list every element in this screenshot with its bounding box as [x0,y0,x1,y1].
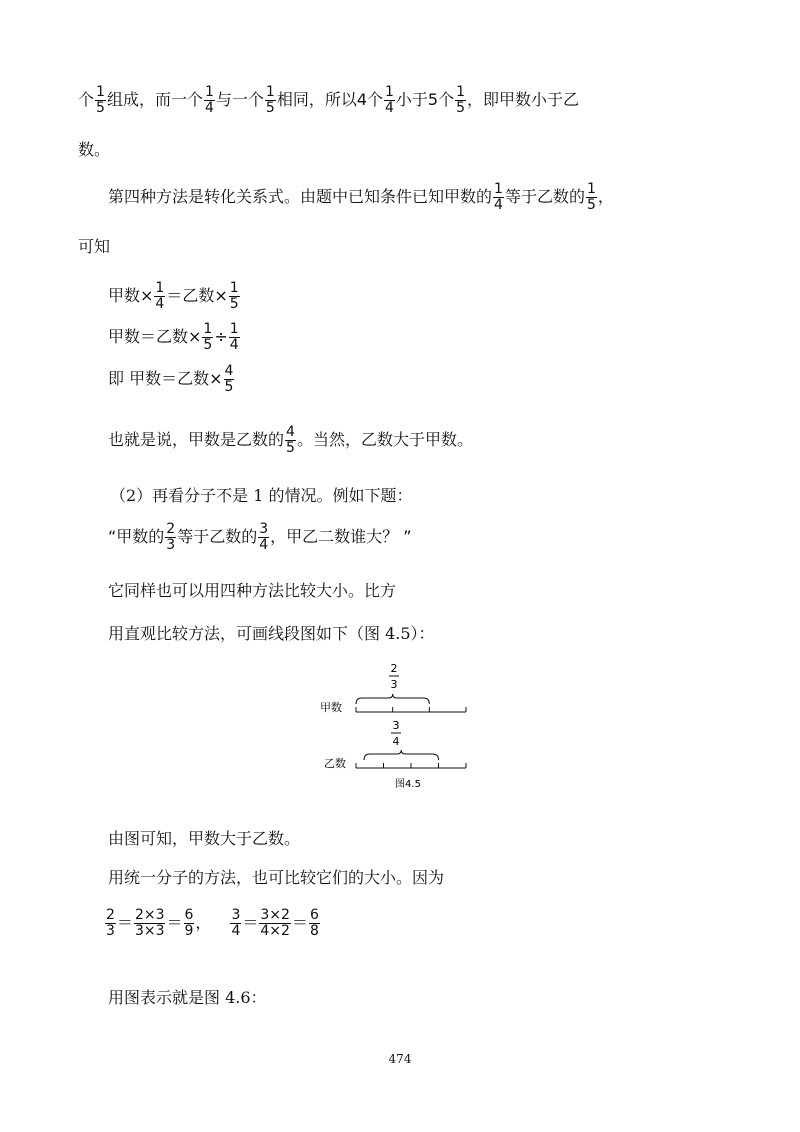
numerator: 4 [224,363,234,379]
text-line-5 [108,425,473,456]
text: 与一个 [215,90,264,109]
numerator: 3 [231,907,241,923]
denominator: 3×3 [134,923,165,939]
top-fraction-denominator: 3 [390,678,398,691]
numerator: 2 [166,521,176,537]
fraction [184,908,195,939]
equals: ＝ [291,913,308,932]
fraction [202,322,213,353]
numerator: 4 [286,424,295,440]
denominator: 4 [494,197,503,213]
text-line-10: 由图可知，甲数大于乙数。 [108,829,301,848]
text: 个 [78,90,95,109]
text-line-7 [108,522,412,553]
text: ，即甲数小于乙 [467,90,580,109]
figure-caption: 图4.5 [395,779,421,790]
fraction [105,908,116,939]
fraction [134,908,166,939]
denominator: 8 [309,923,319,939]
text-line-12: 用图表示就是图 4.6： [108,988,267,1007]
separator: ， [195,913,212,932]
bottom-fraction-numerator: 3 [392,719,400,732]
numerator: 1 [204,84,214,100]
numerator: 3×2 [260,907,290,923]
fraction [493,182,504,213]
equals: ＝ [242,913,259,932]
fraction [154,281,165,312]
equals: ＝ [116,913,133,932]
label-jia: 甲数 [320,701,342,714]
denominator: 4 [385,100,394,116]
yi-bracket [364,750,439,760]
numerator: 1 [96,84,105,100]
numerator: 2×3 [134,907,165,923]
fraction [309,908,320,939]
figure-4-5 [320,658,480,798]
denominator: 4 [155,296,165,312]
numerator: 1 [155,280,165,296]
equation-2 [108,322,241,353]
text: 第四种方法是转化关系式。由题中已知条件已知甲数的 [108,187,493,206]
fraction [285,425,296,456]
denominator: 5 [586,197,596,213]
numerator: 1 [229,321,239,337]
text: 组成，而一个 [106,90,203,109]
text: 小于5个 [395,90,455,109]
fraction [229,281,240,312]
text: 相同，所以4个 [276,90,383,109]
text-line-4: 可知 [78,237,111,256]
yi-segment-line [356,763,466,768]
denominator: 5 [286,440,295,456]
fraction [384,85,395,116]
denominator: 4 [231,923,241,939]
text: 也就是说，甲数是乙数的 [108,430,285,449]
text-line-11: 用统一分子的方法，也可比较它们的大小。因为 [108,868,445,887]
denominator: 5 [203,337,213,353]
fraction [204,85,215,116]
equation-3 [108,364,235,395]
fraction [95,85,106,116]
numerator: 1 [494,181,503,197]
numerator: 1 [265,84,275,100]
denominator: 4 [259,537,269,553]
equals: ＝ [166,913,183,932]
numerator: 3 [259,521,269,537]
text: 。当然，乙数大于甲数。 [296,430,473,449]
text-line-1 [78,85,579,116]
text-line-3 [108,182,614,213]
denominator: 5 [224,379,234,395]
numerator: 6 [184,907,194,923]
text-line-6: （2）再看分子不是 1 的情况。例如下题： [110,486,413,505]
numerator: 6 [309,907,319,923]
top-fraction-numerator: 2 [390,662,398,675]
text: ＝乙数× [166,286,228,305]
bottom-fraction-denominator: 4 [392,735,400,748]
numerator: 1 [456,84,466,100]
denominator: 5 [229,296,239,312]
jia-bracket [356,694,429,704]
denominator: 5 [456,100,466,116]
fraction [586,182,597,213]
text-line-2: 数。 [78,140,111,159]
numerator: 1 [229,280,239,296]
text: 甲数＝乙数× [108,327,202,346]
equation-1 [108,281,241,312]
text: ， [597,187,614,206]
fraction [165,522,176,553]
denominator: 4 [204,100,214,116]
fraction [258,522,269,553]
denominator: 4 [229,337,239,353]
equation-4 [104,908,321,939]
numerator: 2 [106,907,115,923]
text: 等于乙数的 [504,187,585,206]
fraction [265,85,276,116]
fraction [455,85,466,116]
numerator: 1 [203,321,213,337]
denominator: 4×2 [260,923,290,939]
text: 等于乙数的 [177,527,258,546]
numerator: 1 [385,84,394,100]
text: ÷ [214,327,228,346]
text: 即 甲数＝乙数× [108,369,223,388]
fraction [229,322,240,353]
text-line-9: 用直观比较方法，可画线段图如下（图 4.5）： [108,624,435,643]
denominator: 3 [106,923,115,939]
denominator: 9 [184,923,194,939]
text: ，甲乙二数谁大？ ” [270,527,412,546]
fraction [230,908,241,939]
denominator: 5 [265,100,275,116]
page-number: 474 [388,1052,412,1066]
fraction [259,908,291,939]
denominator: 3 [166,537,176,553]
label-yi: 乙数 [324,757,346,770]
text: “甲数的 [108,527,165,546]
fraction [224,364,235,395]
text-line-8: 它同样也可以用四种方法比较大小。比方 [108,581,397,600]
numerator: 1 [586,181,596,197]
denominator: 5 [96,100,105,116]
text: 甲数× [108,286,154,305]
jia-segment-line [356,707,466,712]
